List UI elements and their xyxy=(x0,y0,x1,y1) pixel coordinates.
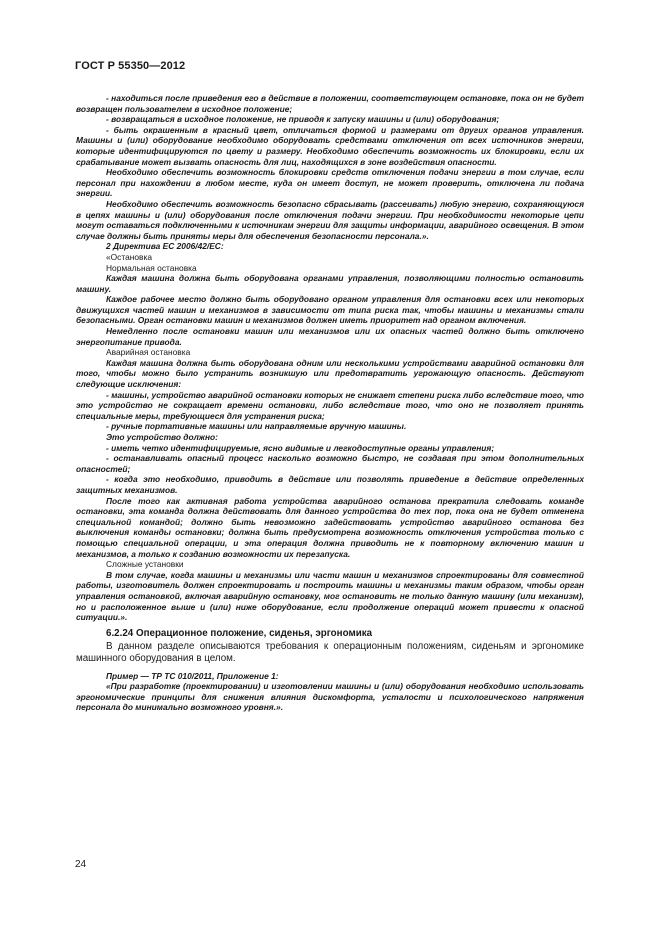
subheading-normal-stop: Нормальная остановка xyxy=(106,262,197,273)
subheading-complex-installations: Сложные установки xyxy=(106,559,184,570)
paragraph: - ручные портативные машины или направляемые вручную машины. xyxy=(106,421,407,432)
paragraph: После того как активная работа устройства аварийного останова прекратила следовать команде остановки, эта команда должна действовать для данного устройства до тех пор, пока она не будет отменена специальной командой; должно быть невозможно задействовать устройство аварийного останова без выключения команды остановки; должна быть предусмотрена возможность отключения устройства только с помощью специальной операции, и эта операция должна приводить не к повторному включению машин и механизмов, а только к созданию возможности их перезапуска. xyxy=(76,495,584,559)
paragraph: В данном разделе описываются требования к операционным положениям, сиденьям и эргономике машинного оборудования в целом. xyxy=(76,640,584,664)
paragraph: - возвращаться в исходное положение, не приводя к запуску машины и (или) оборудования; xyxy=(106,114,500,125)
paragraph: Каждое рабочее место должно быть оборудовано органом управления для остановки всех или некоторых движущихся частей машин и механизмов в зависимости от типа риска так, чтобы машины и механизмы стали безопасными. Орган остановки машин и механизмов должен иметь приоритет над органом включения. xyxy=(76,294,584,326)
paragraph: Необходимо обеспечить возможность блокировки средств отключения подачи энергии в том случае, если персонал при нахождении в любом месте, куда он имеет доступ, не может проверить, отключена ли подача энергии. xyxy=(76,167,584,199)
paragraph: Каждая машина должна быть оборудована одним или несколькими устройствами аварийной остановки для того, чтобы можно было устранить возникшую или предотвратить угрожающую опасность. Действуют следующие исключения: xyxy=(76,357,584,390)
page-number: 24 xyxy=(75,859,87,870)
paragraph: - иметь четко идентифицируемые, ясно видимые и легкодоступные органы управления; xyxy=(106,442,495,453)
section-heading: 6.2.24 Операционное положение, сиденья, эргономика xyxy=(106,627,373,639)
paragraph: - быть окрашенным в красный цвет, отличаться формой и размерами от других органов управления. Машины и (или) оборудование необходимо оборудовать средствами отключения от всех источников энергии, которые идентифицируются по цвету и размеру. Необходимо обеспечить возможность их блокировки, если их срабатывание может вызвать опасность для лиц, находящихся в зоне воздействия опасности. xyxy=(76,124,584,167)
document-body xyxy=(76,93,584,713)
paragraph: - находиться после приведения его в действие в положении, соответствующем остановке, пока он не будет возвращен пользователем в исходное положение; xyxy=(76,93,584,114)
paragraph: Необходимо обеспечить возможность безопасно сбрасывать (рассеивать) любую энергию, сохраняющуюся в цепях машины и (или) оборудования после отключения подачи энергии. При необходимости некоторые цепи могут оставаться подключенными к источникам энергии для защиты информации, аварийного освещения. В этом случае должны быть приняты меры для обеспечения безопасности персонала.». xyxy=(76,198,584,241)
paragraph: Немедленно после остановки машин или механизмов или их опасных частей должно быть отключено энергопитание привода. xyxy=(76,326,584,347)
document-header: ГОСТ Р 55350—2012 xyxy=(75,60,186,72)
paragraph: Это устройство должно: xyxy=(106,432,218,442)
directive-heading: 2 Директива ЕС 2006/42/ЕС: xyxy=(106,241,224,252)
paragraph: Каждая машина должна быть оборудована органами управления, позволяющими полностью остановить машину. xyxy=(76,273,584,294)
paragraph: «При разработке (проектировании) и изготовлении машины и (или) оборудования необходимо использовать эргономические принципы для снижения влияния дискомфорта, усталости и психологического напряжения персонала до минимально возможного уровня.». xyxy=(76,681,584,713)
subheading-emergency-stop: Аварийная остановка xyxy=(106,347,191,358)
subheading-stop: «Остановка xyxy=(106,251,152,262)
paragraph: - останавливать опасный процесс насколько возможно быстро, не создавая при этом дополнительных опасностей; xyxy=(76,453,584,474)
paragraph: - когда это необходимо, приводить в действие или позволять приведение в действие определенных защитных механизмов. xyxy=(76,474,584,495)
paragraph: - машины, устройство аварийной остановки которых не снижает степени риска либо вследствие того, что это устройство не сокращает времени остановки, либо вследствие того, что оно не позволяет принять специальные меры, требующиеся для устранения риска; xyxy=(76,389,584,421)
example-heading: Пример — ТР ТС 010/2011, Приложение 1: xyxy=(106,670,279,681)
paragraph: В том случае, когда машины и механизмы или части машин и механизмов спроектированы для совместной работы, изготовитель должен спроектировать и построить машины и механизмы таким образом, чтобы орган управления остановкой, включая аварийную остановку, мог остановить не только данную машину (или механизм), но и расположенное выше и (или) ниже оборудование, если продолжение операций может привести к опасной ситуации.». xyxy=(76,569,584,623)
